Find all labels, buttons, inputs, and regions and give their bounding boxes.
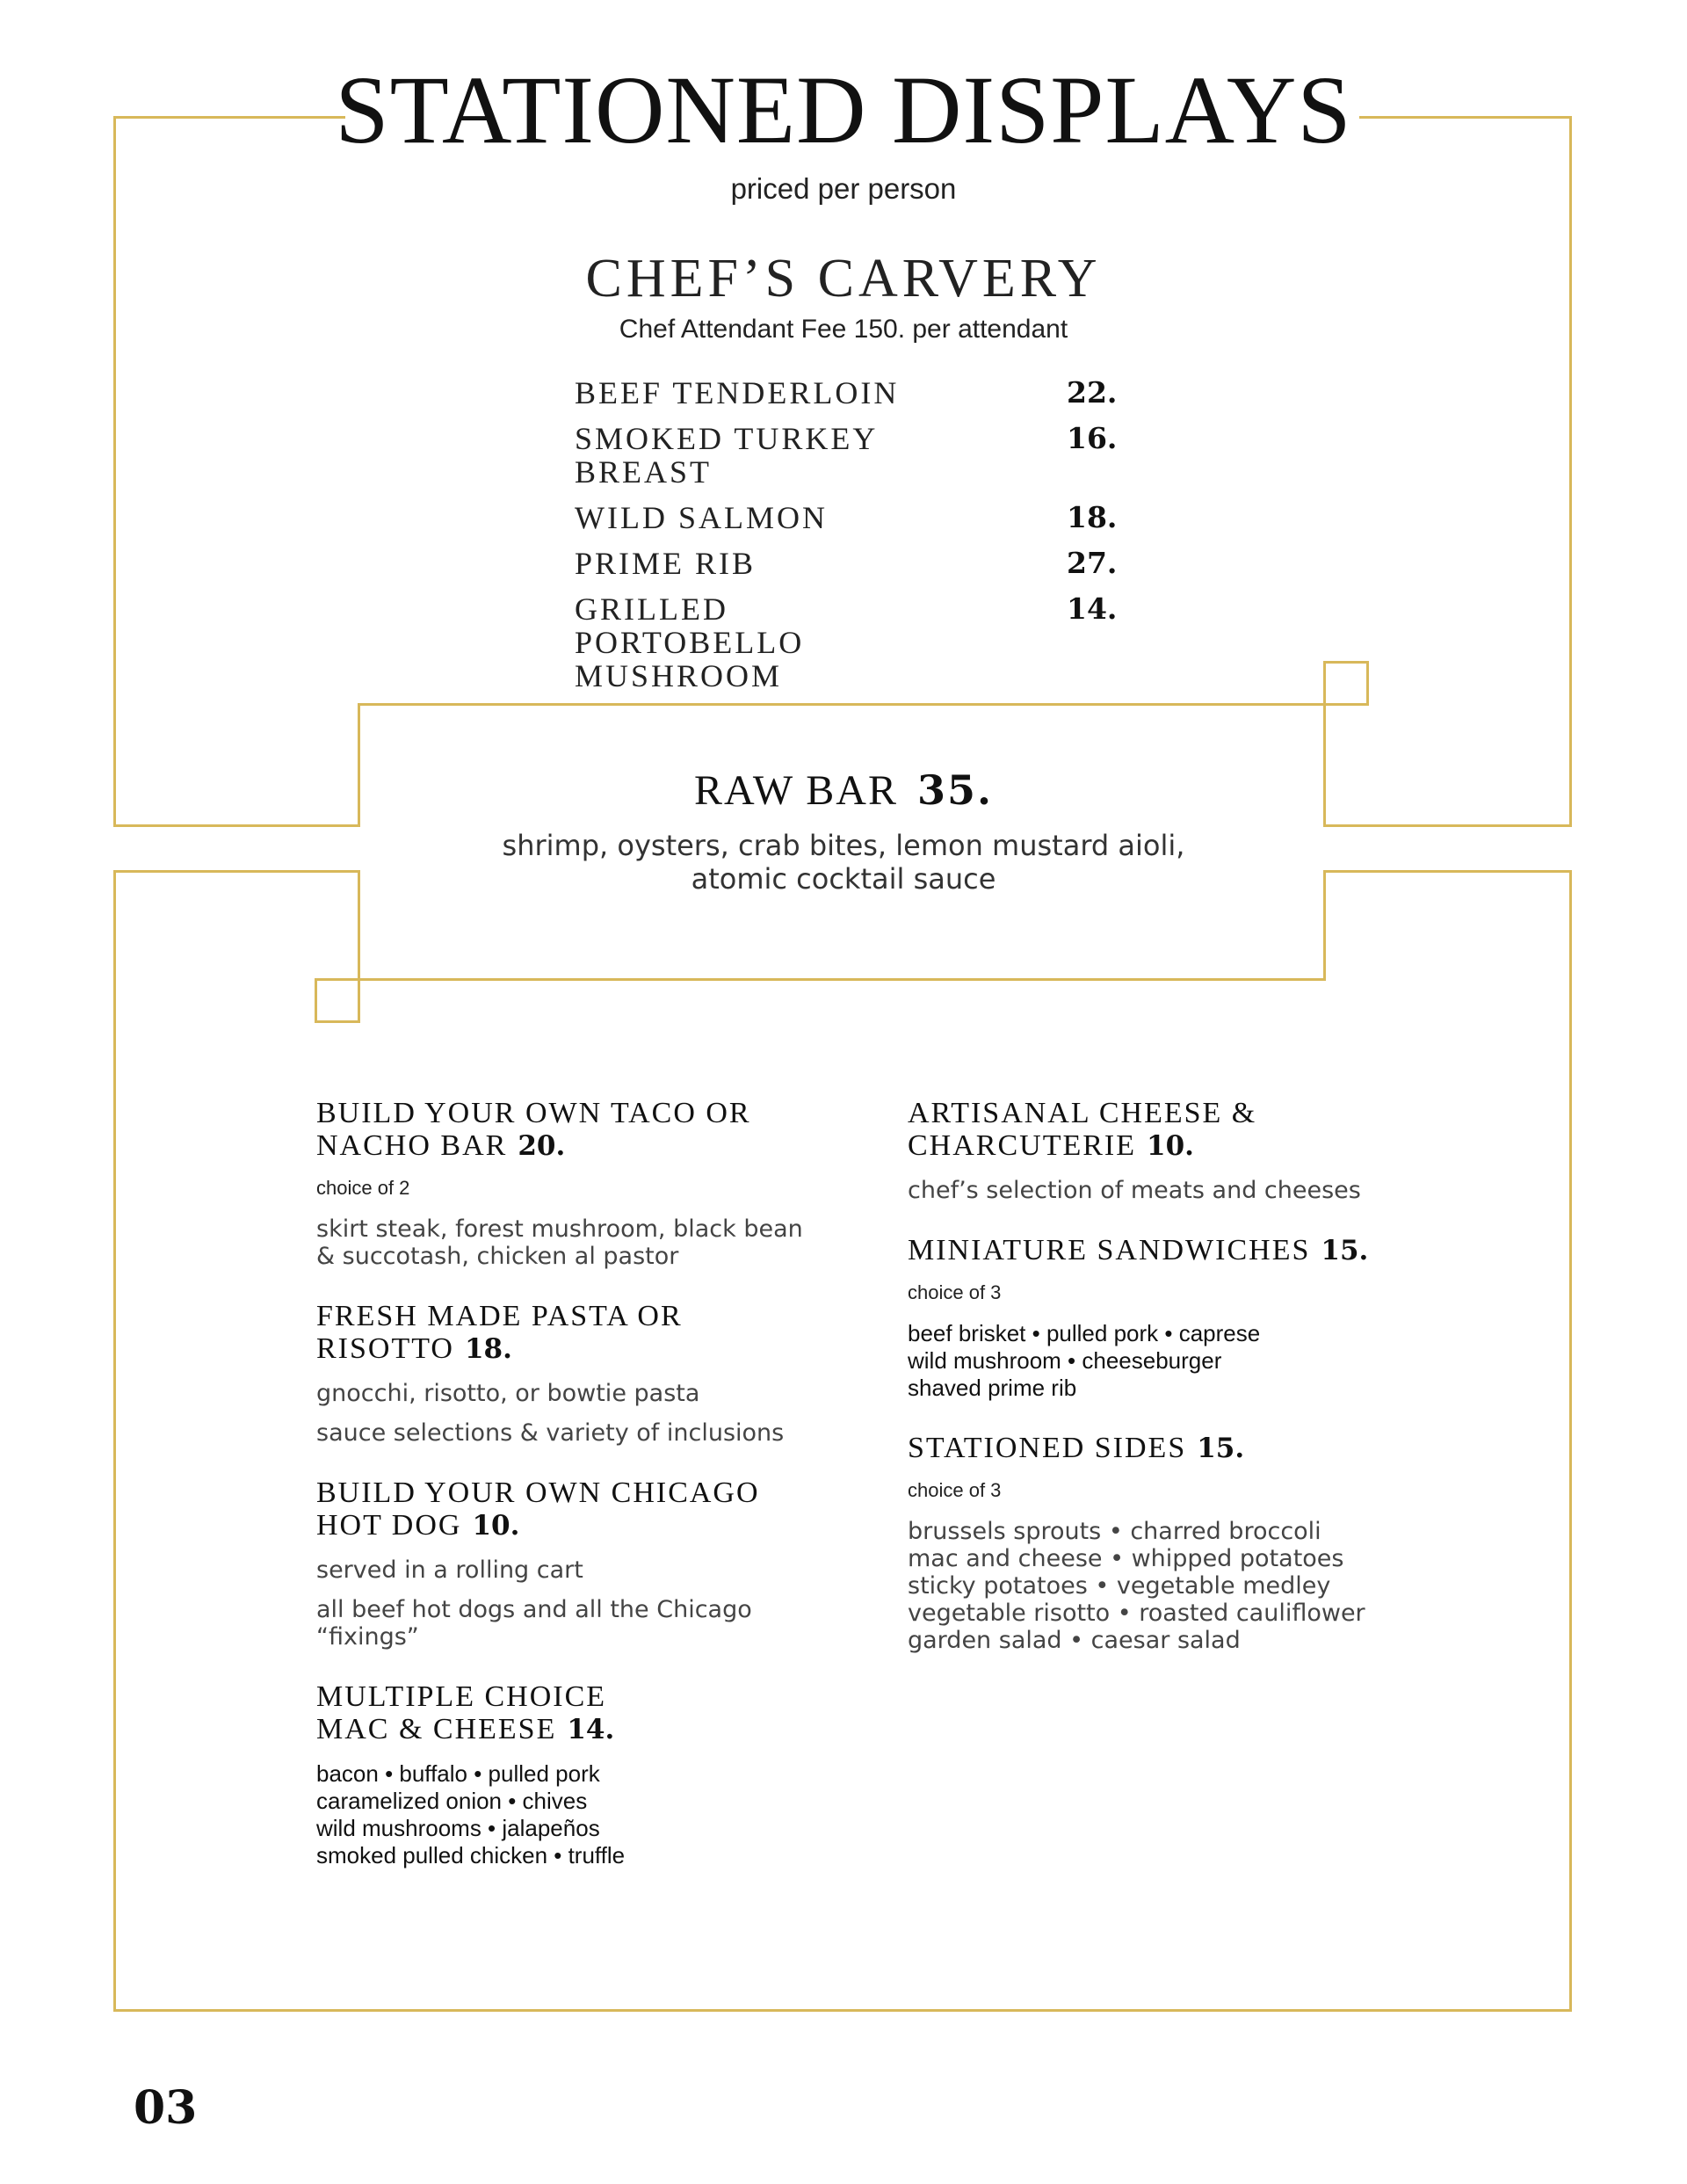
section-title-line xyxy=(908,1129,1435,1163)
section-title-text: MINIATURE SANDWICHES xyxy=(908,1234,1311,1266)
section-title xyxy=(316,1097,844,1163)
section-title xyxy=(316,1477,844,1542)
section-title-line xyxy=(316,1713,844,1746)
option-lines xyxy=(908,1518,1435,1654)
section-title xyxy=(908,1234,1435,1267)
raw-bar-price: 35. xyxy=(916,766,993,814)
frame-left-lower-line xyxy=(113,870,116,2012)
section-title-line: BUILD YOUR OWN TACO OR xyxy=(316,1097,751,1129)
description-line: all beef hot dogs and all the Chicago xyxy=(316,1596,752,1623)
frame-upper-bottom-left xyxy=(113,824,360,827)
carvery-item xyxy=(575,547,1137,580)
section-price: 15. xyxy=(1321,1235,1369,1266)
carvery-item-price: 16. xyxy=(1067,421,1118,455)
left-column xyxy=(316,1097,844,1899)
section-title xyxy=(316,1680,844,1746)
carvery-item xyxy=(575,592,1137,693)
frame-corner-square-top xyxy=(1323,661,1369,706)
section-price: 20. xyxy=(518,1130,566,1162)
page-subtitle: priced per person xyxy=(730,172,957,205)
option-line: vegetable risotto • roasted cauliflower xyxy=(908,1600,1365,1627)
section-price: 10. xyxy=(472,1510,520,1542)
section-description: sauce selections & variety of inclusions xyxy=(316,1419,785,1447)
option-line: mac and cheese • whipped potatoes xyxy=(908,1545,1344,1572)
section-description: gnocchi, risotto, or bowtie pasta xyxy=(316,1380,700,1407)
frame-bottom-line xyxy=(113,2009,1572,2012)
hot-dog-section xyxy=(316,1477,844,1651)
sandwiches-section xyxy=(908,1234,1435,1402)
section-price: 14. xyxy=(567,1714,615,1745)
carvery-note: Chef Attendant Fee 150. per attendant xyxy=(619,315,1068,344)
carvery-item-price: 14. xyxy=(1067,591,1118,626)
option-line: garden salad • caesar salad xyxy=(908,1627,1241,1654)
carvery-item xyxy=(575,376,1137,410)
section-description: served in a rolling cart xyxy=(316,1556,583,1584)
carvery-item-name: BEEF TENDERLOIN xyxy=(575,375,900,410)
mac-cheese-section xyxy=(316,1680,844,1869)
description-line: & succotash, chicken al pastor xyxy=(316,1243,679,1270)
carvery-item xyxy=(575,501,1137,534)
page-number: 03 xyxy=(134,2081,198,2135)
section-description xyxy=(316,1596,844,1651)
section-title-text: HOT DOG xyxy=(316,1509,462,1542)
carvery-item-price: 27. xyxy=(1067,546,1118,580)
section-title-line: BUILD YOUR OWN CHICAGO xyxy=(316,1477,760,1509)
option-line: caramelized onion • chives xyxy=(316,1788,588,1814)
option-line: bacon • buffalo • pulled pork xyxy=(316,1760,600,1787)
carvery-item xyxy=(575,422,1137,489)
frame-raw-bottom-line xyxy=(358,978,1326,981)
raw-bar-desc-line: atomic cocktail sauce xyxy=(691,862,996,896)
raw-bar-heading xyxy=(0,766,1687,815)
raw-bar-title: RAW BAR xyxy=(694,767,898,814)
section-price: 15. xyxy=(1197,1433,1245,1464)
pasta-section xyxy=(316,1300,844,1447)
section-title-text: CHARCUTERIE xyxy=(908,1129,1136,1162)
section-price: 10. xyxy=(1147,1130,1194,1162)
frame-left-upper-line xyxy=(113,116,116,827)
section-title-text: NACHO BAR xyxy=(316,1129,508,1162)
carvery-item-name: WILD SALMON xyxy=(575,500,828,535)
frame-upper-bottom-right xyxy=(1323,824,1572,827)
right-column xyxy=(908,1097,1435,1684)
option-line: brussels sprouts • charred broccoli xyxy=(908,1518,1321,1545)
section-title-line xyxy=(316,1332,844,1366)
option-line: sticky potatoes • vegetable medley xyxy=(908,1572,1331,1600)
section-title-line: FRESH MADE PASTA OR xyxy=(316,1300,683,1332)
choice-note: choice of 3 xyxy=(908,1281,1002,1303)
frame-corner-square-bottom xyxy=(315,978,360,1023)
option-lines xyxy=(908,1320,1435,1402)
carvery-item-name: PRIME RIB xyxy=(575,546,757,581)
section-title-text: MAC & CHEESE xyxy=(316,1713,557,1745)
carvery-item-price: 22. xyxy=(1067,375,1118,410)
section-title-line xyxy=(316,1129,844,1163)
carvery-title: CHEF’S CARVERY xyxy=(585,249,1102,308)
raw-bar-desc-line: shrimp, oysters, crab bites, lemon mustard aioli, xyxy=(502,829,1185,862)
section-description xyxy=(316,1215,844,1270)
option-line: wild mushroom • cheeseburger xyxy=(908,1347,1222,1374)
section-title xyxy=(908,1432,1435,1465)
choice-note: choice of 2 xyxy=(316,1177,410,1199)
choice-note: choice of 3 xyxy=(908,1479,1002,1501)
section-title-text: STATIONED SIDES xyxy=(908,1432,1187,1464)
option-lines xyxy=(316,1760,844,1869)
cheese-charcuterie-section xyxy=(908,1097,1435,1204)
section-title xyxy=(908,1097,1435,1163)
section-title-line: MULTIPLE CHOICE xyxy=(316,1680,607,1713)
section-title xyxy=(316,1300,844,1366)
description-line: “fixings” xyxy=(316,1623,419,1651)
carvery-item-price: 18. xyxy=(1067,500,1118,534)
carvery-item-name: SMOKED TURKEY BREAST xyxy=(575,421,878,490)
option-line: smoked pulled chicken • truffle xyxy=(316,1842,626,1868)
section-title-line xyxy=(316,1509,844,1542)
section-description: chef’s selection of meats and cheeses xyxy=(908,1177,1361,1204)
option-line: wild mushrooms • jalapeños xyxy=(316,1815,600,1841)
taco-bar-section xyxy=(316,1097,844,1270)
option-line: beef brisket • pulled pork • caprese xyxy=(908,1320,1261,1346)
description-line: skirt steak, forest mushroom, black bean xyxy=(316,1215,803,1243)
section-title-line: ARTISANAL CHEESE & xyxy=(908,1097,1257,1129)
raw-bar-description xyxy=(0,829,1687,896)
frame-right-lower-line xyxy=(1569,870,1572,2012)
frame-right-upper-line xyxy=(1569,116,1572,827)
sides-section xyxy=(908,1432,1435,1654)
option-line: shaved prime rib xyxy=(908,1375,1077,1401)
carvery-item-name: GRILLED PORTOBELLO MUSHROOM xyxy=(575,591,805,693)
section-title-text: RISOTTO xyxy=(316,1332,454,1365)
section-price: 18. xyxy=(464,1333,512,1365)
page-title: STATIONED DISPLAYS xyxy=(335,56,1352,163)
carvery-list xyxy=(575,376,1137,705)
